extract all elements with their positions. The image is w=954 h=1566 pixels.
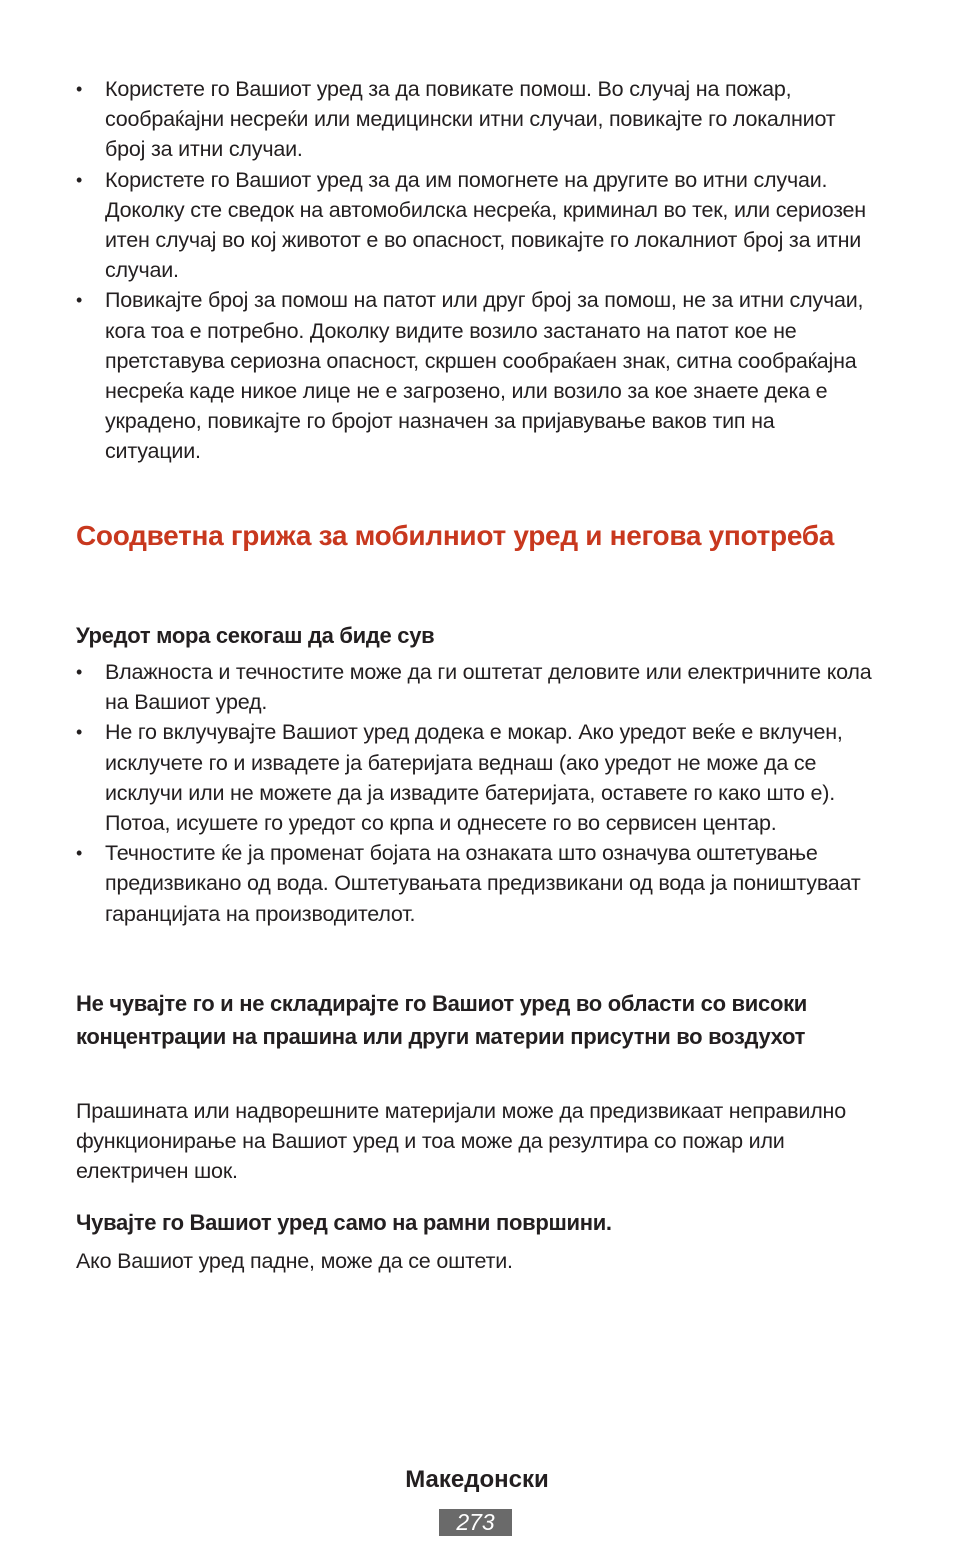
list-item bbox=[76, 657, 876, 717]
section-title: Соодветна грижа за мобилниот уред и негова употреба bbox=[76, 520, 835, 551]
bullet-icon: • bbox=[76, 843, 83, 864]
list-item bbox=[76, 285, 876, 466]
bullet-icon: • bbox=[76, 79, 83, 99]
list-item bbox=[76, 717, 876, 838]
keep-dry-list bbox=[76, 657, 876, 929]
bullet-icon: • bbox=[76, 290, 83, 311]
bullet-icon: • bbox=[76, 722, 83, 743]
list-item-text: Користете го Вашиот уред за да им помогнете на другите во итни случаи. Доколку сте сведок на автомобилска несреќа, криминал во тек, или сериозен итен случај во кој животот е во опасност, повикајте го локалниот број за итни случаи. bbox=[105, 167, 866, 283]
list-item bbox=[76, 74, 876, 165]
bullet-icon: • bbox=[76, 169, 83, 190]
list-item bbox=[76, 838, 876, 929]
keep-dry-heading: Уредот мора секогаш да биде сув bbox=[76, 623, 435, 648]
list-item-text: Влажноста и течностите може да ги оштетат деловите или електричните кола на Вашиот уред. bbox=[105, 660, 872, 715]
dust-storage-heading: Не чувајте го и не складирајте го Вашиот уред во области со високи концентрации на прашина или други материи присутни во воздухот bbox=[76, 991, 808, 1049]
dust-storage-paragraph: Прашината или надворешните материјали може да предизвикаат неправилно функционирање на Вашиот уред и тоа може да резултира со пожар или електричен шок. bbox=[76, 1099, 846, 1184]
list-item-text: Не го вклучувајте Вашиот уред додека е мокар. Ако уредот веќе е вклучен, исклучете го и извадете ја батеријата веднаш (ако уредот не може да се исклучи или не можете да ја извадите батеријата, оставете го како што е). Потоа, исушете го уредот со крпа и однесете го во сервисен центар. bbox=[105, 720, 843, 836]
footer-language: Македонски bbox=[405, 1466, 549, 1493]
flat-surface-paragraph: Ако Вашиот уред падне, може да се оштети. bbox=[76, 1249, 513, 1273]
page-number-badge: 273 bbox=[439, 1509, 512, 1536]
list-item bbox=[76, 165, 876, 286]
bullet-icon: • bbox=[76, 662, 83, 682]
list-item-text: Користете го Вашиот уред за да повикате помош. Во случај на пожар, сообраќајни несреќи или медицински итни случаи, повикајте го локалниот број за итни случаи. bbox=[105, 77, 836, 162]
list-item-text: Повикајте број за помош на патот или друг број за помош, не за итни случаи, кога тоа е потребно. Доколку видите возило застанато на патот кое не претставува сериозна опасност, скршен сообраќаен знак, ситна сообраќајна несреќа каде никое лице не е загрозено, или возило за кое знаете дека е украдено, повикајте го бројот назначен за пријавување ваков тип на ситуации. bbox=[105, 288, 864, 464]
flat-surface-heading: Чувајте го Вашиот уред само на рамни површини. bbox=[76, 1210, 612, 1235]
list-item-text: Течностите ќе ја променат бојата на ознаката што означува оштетување предизвикано од вода. Оштетувањата предизвикани од вода ја поништуваат гаранцијата на производителот. bbox=[105, 841, 861, 926]
emergency-call-list bbox=[76, 74, 876, 467]
